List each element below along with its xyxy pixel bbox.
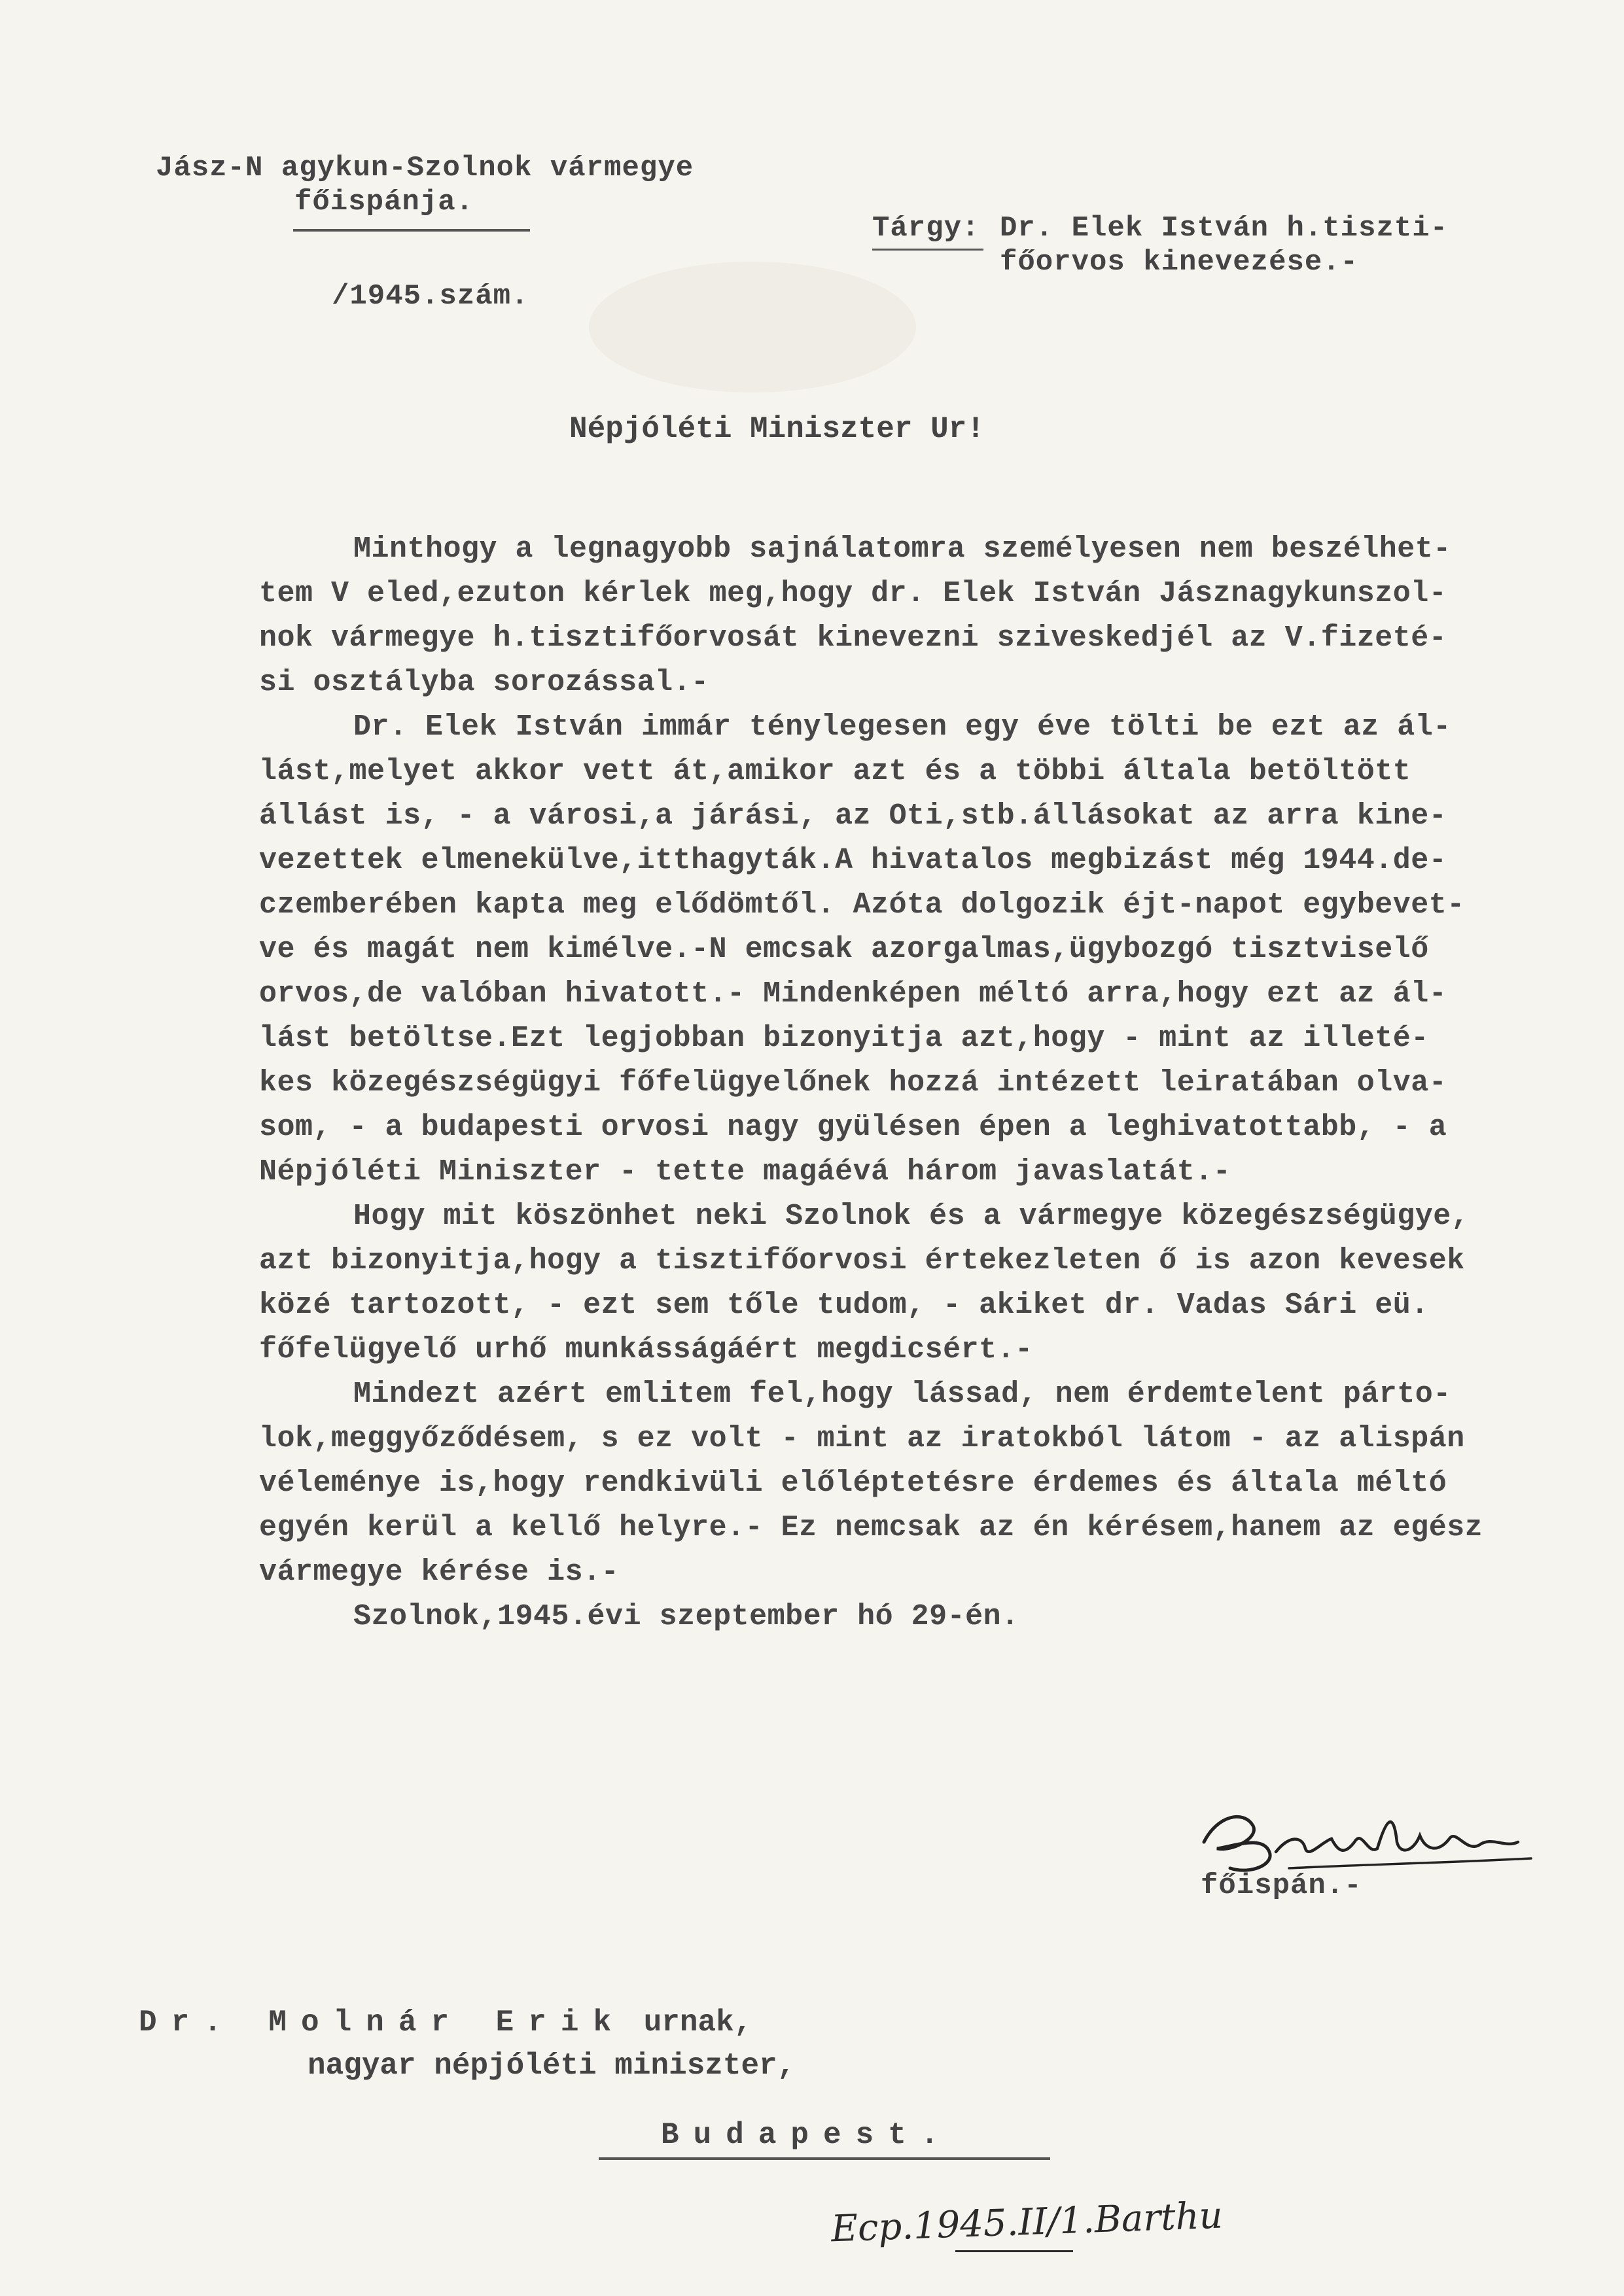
body-line: Dr. Elek István immár ténylegesen egy éve tölti be ezt az ál-: [353, 710, 1451, 744]
body-line: véleménye is,hogy rendkivüli előléptetésre érdemes és általa méltó: [259, 1467, 1447, 1500]
body-line: vármegye kérése is.-: [259, 1556, 620, 1589]
body-line: lást,melyet akkor vett át,amikor azt és a többi általa betöltött: [259, 755, 1411, 788]
addressee-name-line: [139, 2006, 752, 2040]
body-line: lok,meggyőződésem, s ez volt - mint az iratokból látom - az alispán: [259, 1422, 1465, 1455]
body-line: lást betöltse.Ezt legjobban bizonyitja azt,hogy - mint az illeté-: [259, 1022, 1429, 1055]
addressee-city: Budapest.: [661, 2118, 953, 2152]
body-line: si osztályba sorozással.-: [259, 666, 709, 699]
body-line: egyén kerül a kellő helyre.- Ez nemcsak az én kérésem,hanem az egész: [259, 1511, 1483, 1544]
body-line: Minthogy a legnagyobb sajnálatomra személyesen nem beszélhet-: [353, 532, 1451, 566]
salutation: Népjóléti Miniszter Ur!: [569, 412, 985, 446]
subject-line-1: Dr. Elek István h.tiszti-: [1000, 212, 1449, 245]
body-line: kes közegészségügyi főfelügyelőnek hozzá intézett leiratában olva-: [259, 1066, 1447, 1100]
addressee-title: nagyar népjóléti miniszter,: [308, 2049, 796, 2083]
signer-title: főispán.-: [1201, 1870, 1362, 1902]
body-line: som, - a budapesti orvosi nagy gyülésen épen a leghivatottabb, - a: [259, 1111, 1447, 1144]
body-line: czemberében kapta meg elődömtől. Azóta dolgozik éjt-napot egybevet-: [259, 888, 1465, 922]
issuer-line-1: Jász-N agykun-Szolnok vármegye: [156, 152, 694, 184]
handwritten-note: Ecp.1945.II/1.Barthu: [830, 2194, 1224, 2251]
body-line: tem V eled,ezuton kérlek meg,hogy dr. Elek István Jásznagykunszol-: [259, 577, 1447, 610]
addressee-name: Dr. Molnár Erik: [139, 2006, 626, 2040]
paper-stain: [589, 262, 916, 392]
body-line: főfelügyelő urhő munkásságáért megdicsért.-: [259, 1333, 1033, 1366]
body-line: Hogy mit köszönhet neki Szolnok és a vármegye közegészségügye,: [353, 1200, 1470, 1233]
body-line: azt bizonyitja,hogy a tisztifőorvosi értekezleten ő is azon kevesek: [259, 1244, 1465, 1278]
body-line: közé tartozott, - ezt sem tőle tudom, - akiket dr. Vadas Sári eü.: [259, 1289, 1429, 1322]
body-line: Mindezt azért emlitem fel,hogy lássad, nem érdemtelent párto-: [353, 1378, 1451, 1411]
subject-label-underline: [872, 249, 983, 251]
body-line: ve és magát nem kimélve.-N emcsak azorgalmas,ügybozgó tisztviselő: [259, 933, 1429, 966]
body-line: vezettek elmenekülve,itthagyták.A hivatalos megbizást még 1944.de-: [259, 844, 1447, 877]
subject-line-2: főorvos kinevezése.-: [1000, 246, 1359, 279]
addressee-suffix: urnak,: [643, 2006, 752, 2040]
issuer-underline: [293, 229, 530, 232]
city-underline: [599, 2157, 1050, 2160]
body-line: Népjóléti Miniszter - tette magáévá három javaslatát.-: [259, 1155, 1231, 1189]
body-line: orvos,de valóban hivatott.- Mindenképen méltó arra,hogy ezt az ál-: [259, 977, 1447, 1011]
issuer-line-2: főispánja.: [294, 186, 474, 218]
document-number: /1945.szám.: [332, 280, 529, 313]
body-line: Szolnok,1945.évi szeptember hó 29-én.: [353, 1600, 1019, 1633]
body-line: nok vármegye h.tisztifőorvosát kinevezni sziveskedjél az V.fizeté-: [259, 621, 1447, 655]
handwritten-note-underline: [955, 2250, 1073, 2252]
subject-label: Tárgy:: [872, 212, 980, 245]
body-line: állást is, - a városi,a járási, az Oti,stb.állásokat az arra kine-: [259, 799, 1447, 833]
